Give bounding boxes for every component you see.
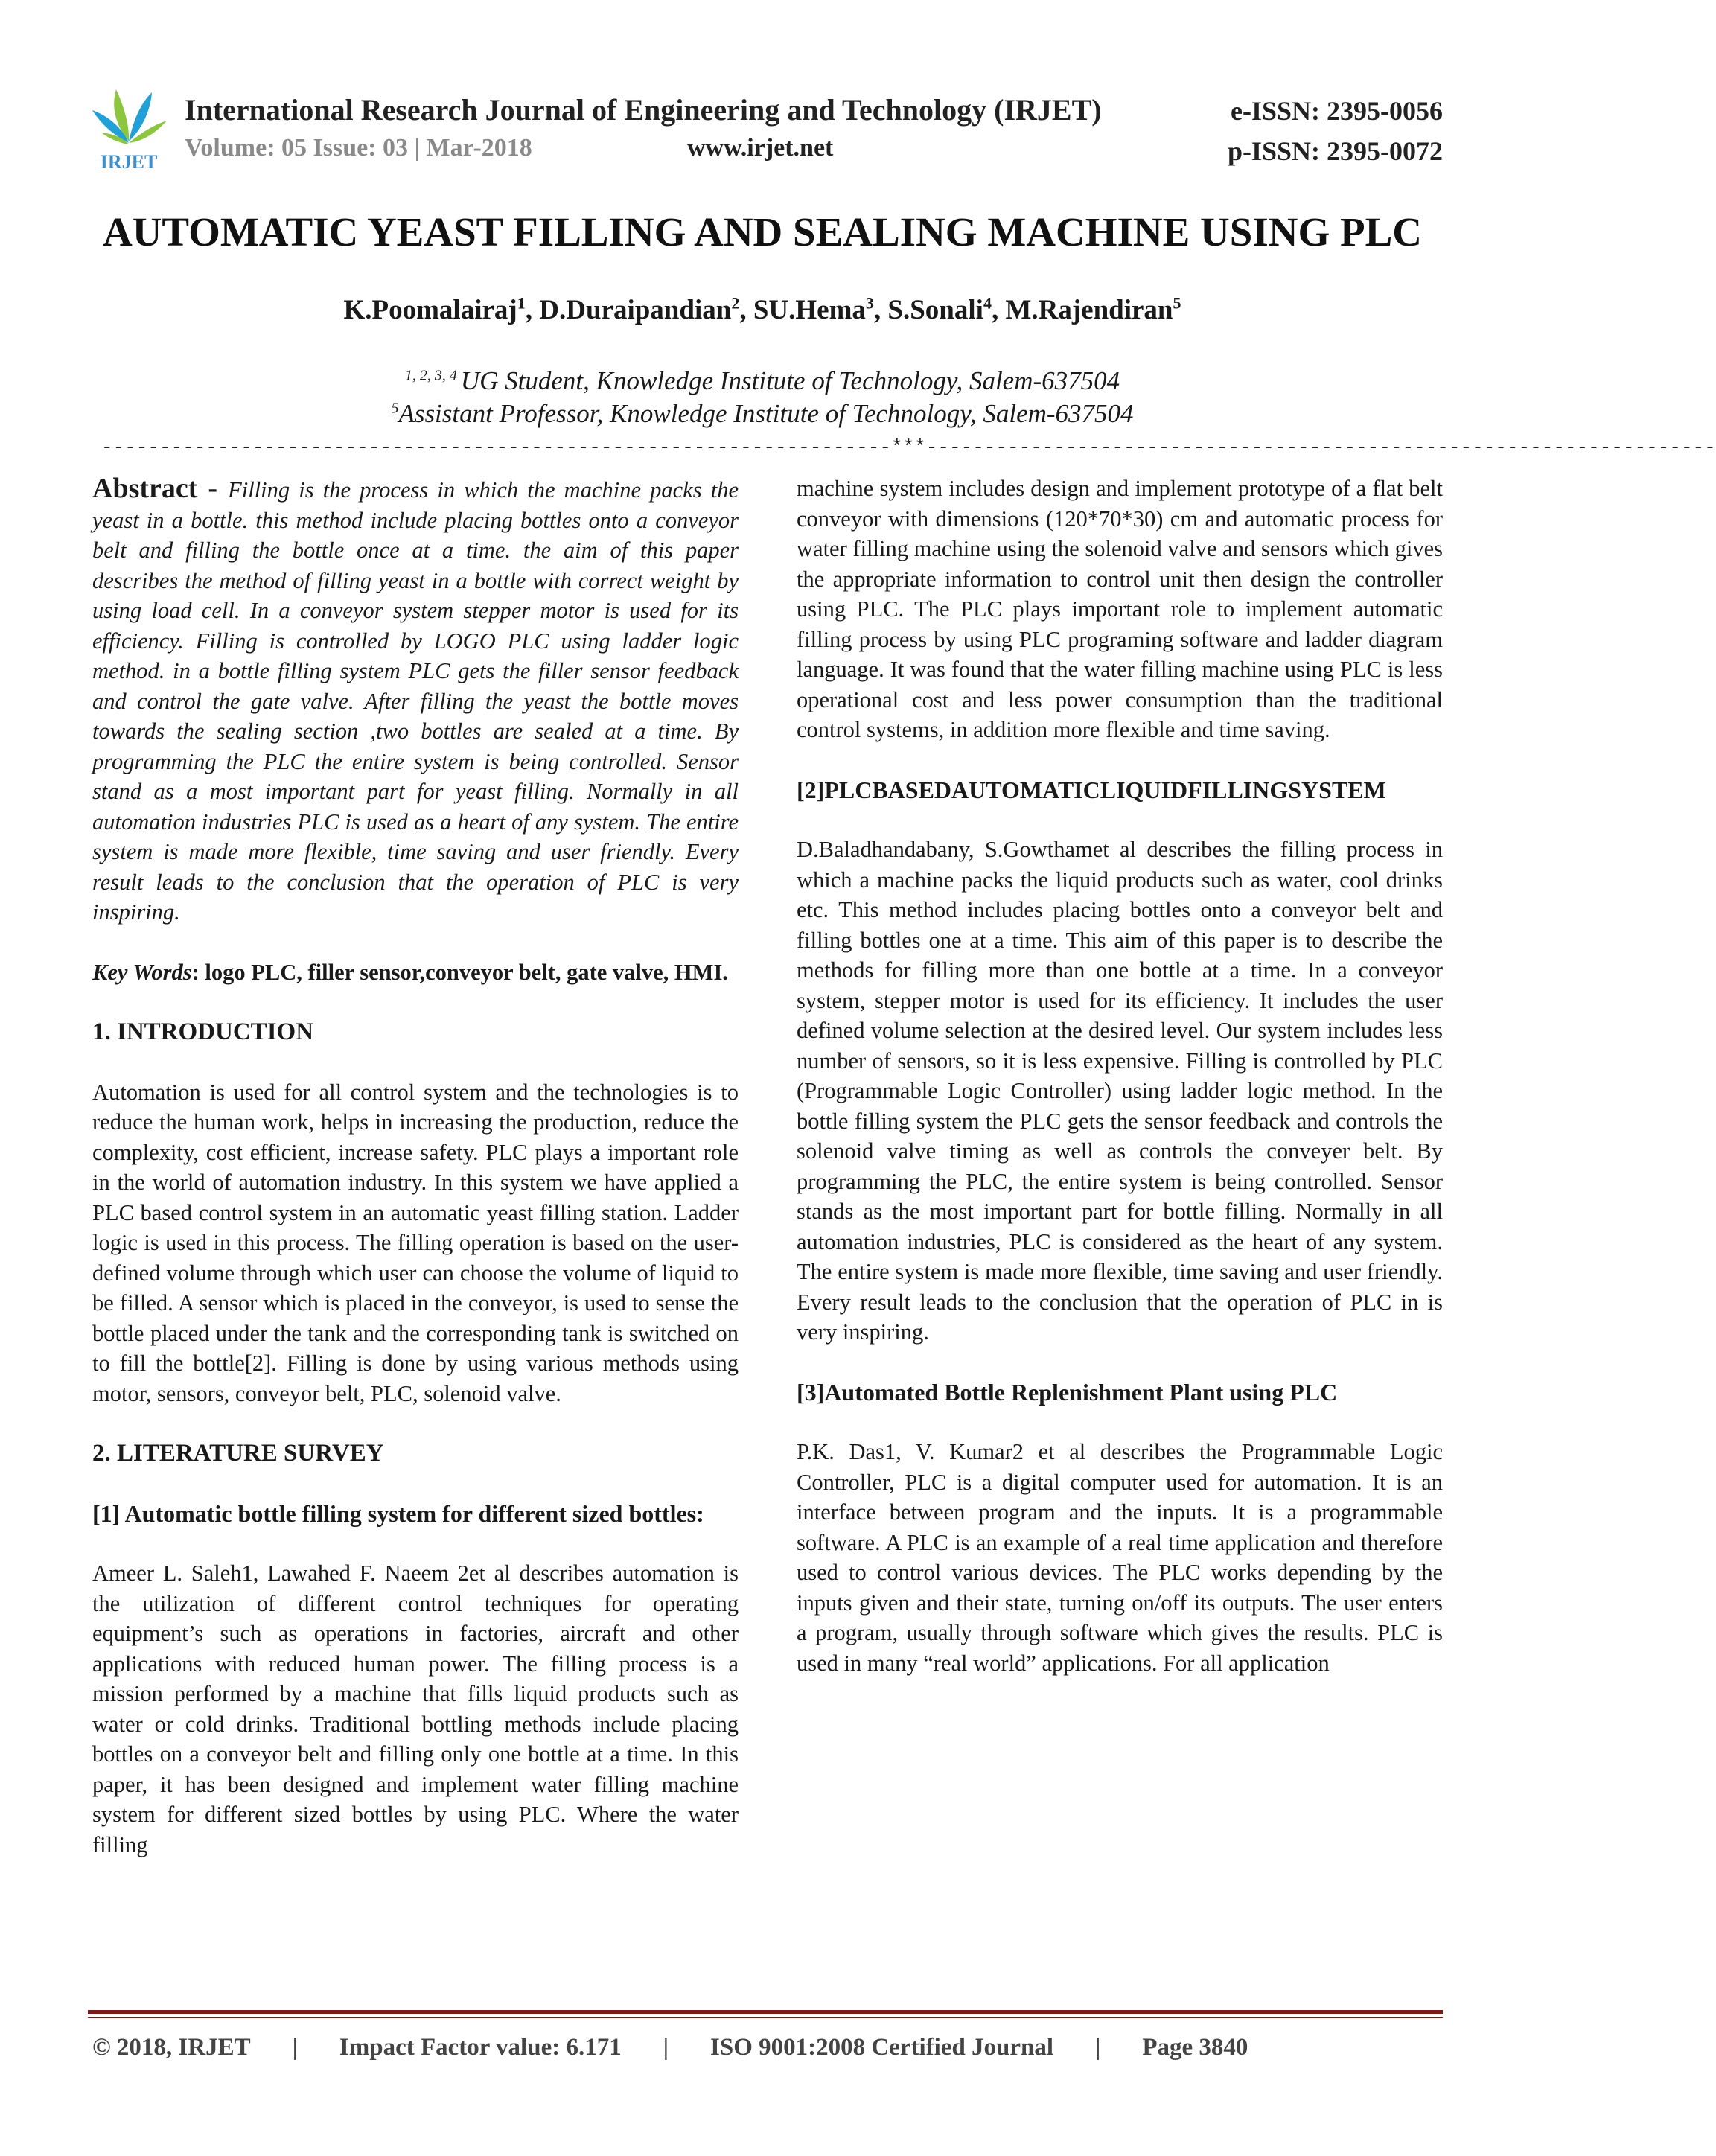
footer-copyright: © 2018, IRJET	[92, 2034, 251, 2061]
affiliation-professor: $^5$Assistant Professor, Knowledge Institute of Technology, Salem-637504	[391, 399, 1134, 428]
abstract-text: Filling is the process in which the machine packs the yeast in a bottle. this method include placing bottles onto a conveyor belt and filling the bottle once at a time. the aim of this paper describes the method of filling yeast in a bottle with correct weight by using load cell. In a conveyor system stepper motor is used for its efficiency. Filling is controlled by LOGO PLC using ladder logic method. in a bottle filling system PLC gets the filler sensor feedback and control the gate valve. After filling the yeast the bottle moves towards the sealing section ,two bottles are sealed at a time. By programming the PLC the entire system is being controlled. Sensor stand as a most important part for yeast filling. Normally in all automation industries PLC is used as a heart of any system. The entire system is made more flexible, time saving and user friendly. Every result leads to the conclusion that the operation of PLC is very inspiring.	[92, 477, 739, 925]
abstract	[92, 473, 739, 928]
author: D.Duraipandian$^2$,	[539, 294, 753, 326]
paper-title: AUTOMATIC YEAST FILLING AND SEALING MACHINE USING PLC	[102, 209, 1422, 255]
author: K.Poomalairaj$^1$,	[343, 294, 540, 326]
keywords: Key Words: logo PLC, filler sensor,conveyor belt, gate valve, HMI.	[92, 959, 728, 985]
footer-rule-thin	[88, 2017, 1443, 2018]
journal-name: International Research Journal of Engineering and Technology (IRJET)	[185, 93, 1102, 127]
footer-impact-factor: Impact Factor value: 6.171	[339, 2034, 622, 2061]
volume-issue: Volume: 05 Issue: 03 | Mar-2018	[185, 134, 532, 162]
reference-1-continued: machine system includes design and implement prototype of a flat belt conveyor with dimensions (120*70*30) cm and automatic process for water filling machine using the solenoid valve and sensors which gives the appropriate information to control unit then design the controller using PLC. The PLC plays important role to implement automatic filling process by using PLC programing software and ladder diagram language. It was found that the water filling machine using PLC is less operational cost and less power consumption than the traditional control systems, in addition more flexible and time saving.	[797, 476, 1443, 742]
abstract-label: Abstract -	[92, 473, 229, 504]
right-column	[797, 473, 1443, 1678]
logo-text: IRJET	[100, 151, 158, 173]
p-issn: p-ISSN: 2395-0072	[1227, 136, 1443, 166]
page-footer: © 2018, IRJET | Impact Factor value: 6.171 | ISO 9001:2008 Certified Journal | Page 3840	[92, 2034, 1248, 2061]
author-list	[0, 294, 1525, 326]
footer-iso: ISO 9001:2008 Certified Journal	[710, 2034, 1054, 2061]
reference-2-text: D.Baladhandabany, S.Gowthamet al describes the filling process in which a machine packs the liquid products such as water, cool drinks etc. This method includes placing bottles onto a conveyor belt and filling bottles one at a time. This aim of this paper is to describe the methods for filling more than one bottle at a time. In a conveyor system, stepper motor is used for its efficiency. It includes the user defined volume selection at the desired level. Our system includes less number of sensors, so it is less expensive. Filling is controlled by PLC (Programmable Logic Controller) using ladder logic method. In the bottle filling system the PLC gets the sensor feedback and controls the solenoid valve timing as well as controls the conveyer belt. By programming the PLC, the entire system is being controlled. Sensor stands as the most important part for bottle filling. Normally in all automation industries, PLC is considered as the heart of any system. The entire system is made more flexible, time saving and user friendly. Every result leads to the conclusion that the operation of PLC in is very inspiring.	[797, 837, 1443, 1345]
author: SU.Hema$^3$,	[753, 294, 888, 326]
reference-3-heading: [3]Automated Bottle Replenishment Plant using PLC	[797, 1378, 1338, 1406]
journal-header	[88, 74, 1443, 186]
keywords-label: Key Words	[92, 959, 192, 985]
affiliation-students: $^{1, 2, 3, 4}$ UG Student, Knowledge Institute of Technology, Salem-637504	[404, 366, 1120, 395]
author: M.Rajendiran$^5$	[1005, 294, 1181, 326]
literature-survey-heading: 2. LITERATURE SURVEY	[92, 1440, 384, 1467]
journal-website-link[interactable]: www.irjet.net	[687, 134, 834, 162]
keywords-text: logo PLC, filler sensor,conveyor belt, gate valve, HMI.	[205, 959, 728, 985]
reference-2-heading: [2]PLCBASEDAUTOMATICLIQUIDFILLINGSYSTEM	[797, 776, 1386, 803]
reference-1-heading: [1] Automatic bottle filling system for different sized bottles:	[92, 1499, 704, 1527]
introduction-heading: 1. INTRODUCTION	[92, 1018, 314, 1045]
footer-rule	[88, 2010, 1443, 2014]
reference-1-text: Ameer L. Saleh1, Lawahed F. Naeem 2et al describes automation is the utilization of different control techniques for operating equipment’s such as operations in factories, aircraft and other applications with reduced human power. The filling process is a mission performed by a machine that fills liquid products such as water or cold drinks. Traditional bottling methods include placing bottles on a conveyor belt and filling only one bottle at a time. In this paper, it has been designed and implement water filling machine system for different sized bottles by using PLC. Where the water filling	[92, 1560, 739, 1857]
footer-page-number: Page 3840	[1142, 2034, 1248, 2061]
section-divider: --------------------------------------------------------------------***--------------------------------------------------------------------	[101, 436, 1716, 459]
introduction-text: Automation is used for all control system and the technologies is to reduce the human work, helps in increasing the production, reduce the complexity, cost efficient, increase safety. PLC plays a important role in the world of automation industry. In this system we have applied a PLC based control system in an automatic yeast filling station. Ladder logic is used in this process. The filling operation is based on the user-defined volume through which user can choose the volume of liquid to be filled. A sensor which is placed in the conveyor, is used to sense the bottle placed under the tank and the corresponding tank is switched on to fill the bottle[2]. Filling is done by using various methods using motor, sensors, conveyor belt, PLC, solenoid valve.	[92, 1079, 739, 1406]
e-issn: e-ISSN: 2395-0056	[1231, 96, 1443, 126]
irjet-logo-icon	[88, 83, 170, 173]
reference-3-text: P.K. Das1, V. Kumar2 et al describes the Programmable Logic Controller, PLC is a digital computer used for automation. It is an interface between program and the inputs. It is a programmable software. A PLC is an example of a real time application and therefore used to control various devices. The PLC works depending by the inputs given and their state, turning on/off its outputs. The user enters a program, usually through software which gives the results. PLC is used in many “real world” applications. For all application	[797, 1439, 1443, 1676]
left-column	[92, 473, 739, 1860]
author: S.Sonali$^4$,	[887, 294, 1006, 326]
